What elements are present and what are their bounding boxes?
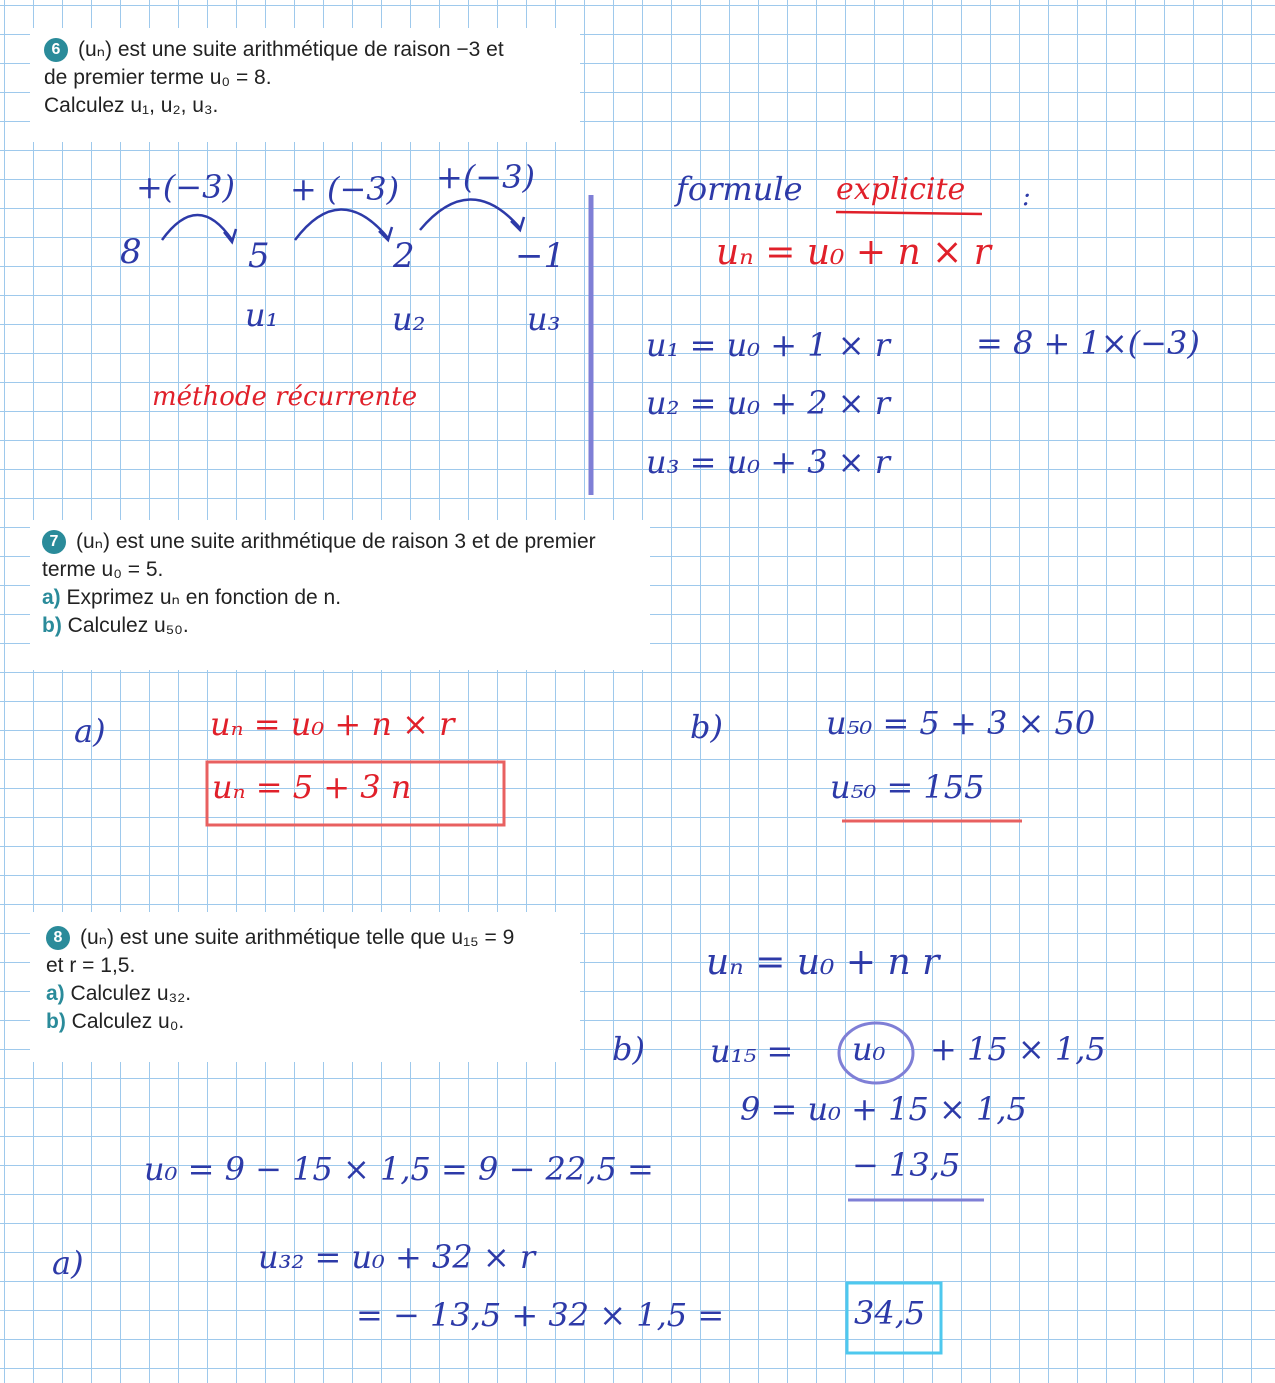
recurrence-arrow-3 bbox=[420, 199, 520, 230]
u3-explicit-line: u₃ = u₀ + 3 × r bbox=[646, 443, 890, 481]
ex7-formula: uₙ = u₀ + n × r bbox=[210, 705, 455, 743]
u2-explicit-line: u₂ = u₀ + 2 × r bbox=[646, 384, 890, 422]
ex8-part-a-label: a) bbox=[52, 1244, 84, 1282]
ex8-formula: uₙ = u₀ + n r bbox=[706, 942, 940, 983]
ex8-part-b-label: b) bbox=[612, 1030, 645, 1068]
step-label-1: +(−3) bbox=[136, 168, 235, 206]
u1-explicit-line: u₁ = u₀ + 1 × r bbox=[646, 326, 890, 364]
formule-label: formule bbox=[676, 170, 803, 208]
ex7-part-a-label: a) bbox=[74, 712, 106, 750]
ex8-u0-result: − 13,5 bbox=[852, 1146, 961, 1184]
exercise-7-part-a: a) Exprimez uₙ en fonction de n. bbox=[42, 586, 342, 609]
exercise-6-number-badge: 6 bbox=[44, 38, 68, 62]
ex7-u50-line-2: u₅₀ = 155 bbox=[830, 768, 985, 806]
explicite-underline bbox=[836, 212, 982, 214]
term-2: 2 bbox=[393, 236, 415, 276]
step-label-2: + (−3) bbox=[290, 170, 400, 208]
ex8-u0-computation: u₀ = 9 − 15 × 1,5 = 9 − 22,5 = bbox=[144, 1150, 654, 1188]
explicit-formula: uₙ = u₀ + n × r bbox=[716, 232, 991, 273]
formule-colon: : bbox=[1022, 182, 1031, 212]
explicite-label: explicite bbox=[836, 172, 966, 207]
recurrence-arrow-1 bbox=[162, 215, 232, 240]
exercise-6-line-3: Calculez u₁, u₂, u₃. bbox=[44, 94, 219, 117]
ex8-nine-line: 9 = u₀ + 15 × 1,5 bbox=[740, 1090, 1027, 1128]
ex7-u50-line-1: u₅₀ = 5 + 3 × 50 bbox=[826, 704, 1096, 742]
exercise-7-line-2: terme u₀ = 5. bbox=[42, 558, 164, 581]
methode-recurrente-label: méthode récurrente bbox=[152, 382, 418, 412]
ex8-u15-lhs: u₁₅ = bbox=[710, 1032, 794, 1070]
u1-explicit-result: = 8 + 1×(−3) bbox=[976, 324, 1200, 362]
ex7-boxed-answer: uₙ = 5 + 3 n bbox=[212, 768, 412, 806]
exercise-8-number-badge: 8 bbox=[46, 926, 70, 950]
exercise-8-line-2: et r = 1,5. bbox=[46, 954, 136, 977]
recurrence-arrow-2 bbox=[295, 209, 388, 240]
exercise-7-number-badge: 7 bbox=[42, 530, 66, 554]
ex7-part-b-label: b) bbox=[690, 708, 723, 746]
ex8-u32-result: 34,5 bbox=[854, 1294, 926, 1332]
term-3: −1 bbox=[515, 236, 566, 276]
ex8-u32-line-2: = − 13,5 + 32 × 1,5 = bbox=[356, 1296, 725, 1334]
exercise-7-line-1: 7 (uₙ) est une suite arithmétique de raison 3 et de premier bbox=[42, 528, 650, 556]
term-0: 8 bbox=[120, 232, 142, 272]
exercise-8-part-b: b) Calculez u₀. bbox=[46, 1010, 185, 1033]
ex8-u15-u0: u₀ bbox=[852, 1030, 886, 1068]
label-u1: u₁ bbox=[245, 296, 279, 334]
exercise-6-line-2: de premier terme u₀ = 8. bbox=[44, 66, 272, 89]
term-1: 5 bbox=[248, 236, 270, 276]
label-u3: u₃ bbox=[527, 300, 561, 338]
ex8-u32-line-1: u₃₂ = u₀ + 32 × r bbox=[258, 1238, 536, 1276]
exercise-8-part-a: a) Calculez u₃₂. bbox=[46, 982, 192, 1005]
exercise-6-line-1: 6 (uₙ) est une suite arithmétique de raison −3 et bbox=[44, 36, 580, 64]
label-u2: u₂ bbox=[392, 300, 426, 338]
ex8-u15-rest: + 15 × 1,5 bbox=[930, 1030, 1106, 1068]
exercise-8-line-1: 8 (uₙ) est une suite arithmétique telle que u₁₅ = 9 bbox=[46, 924, 580, 952]
step-label-3: +(−3) bbox=[436, 158, 535, 196]
exercise-7-part-b: b) Calculez u₅₀. bbox=[42, 614, 189, 637]
